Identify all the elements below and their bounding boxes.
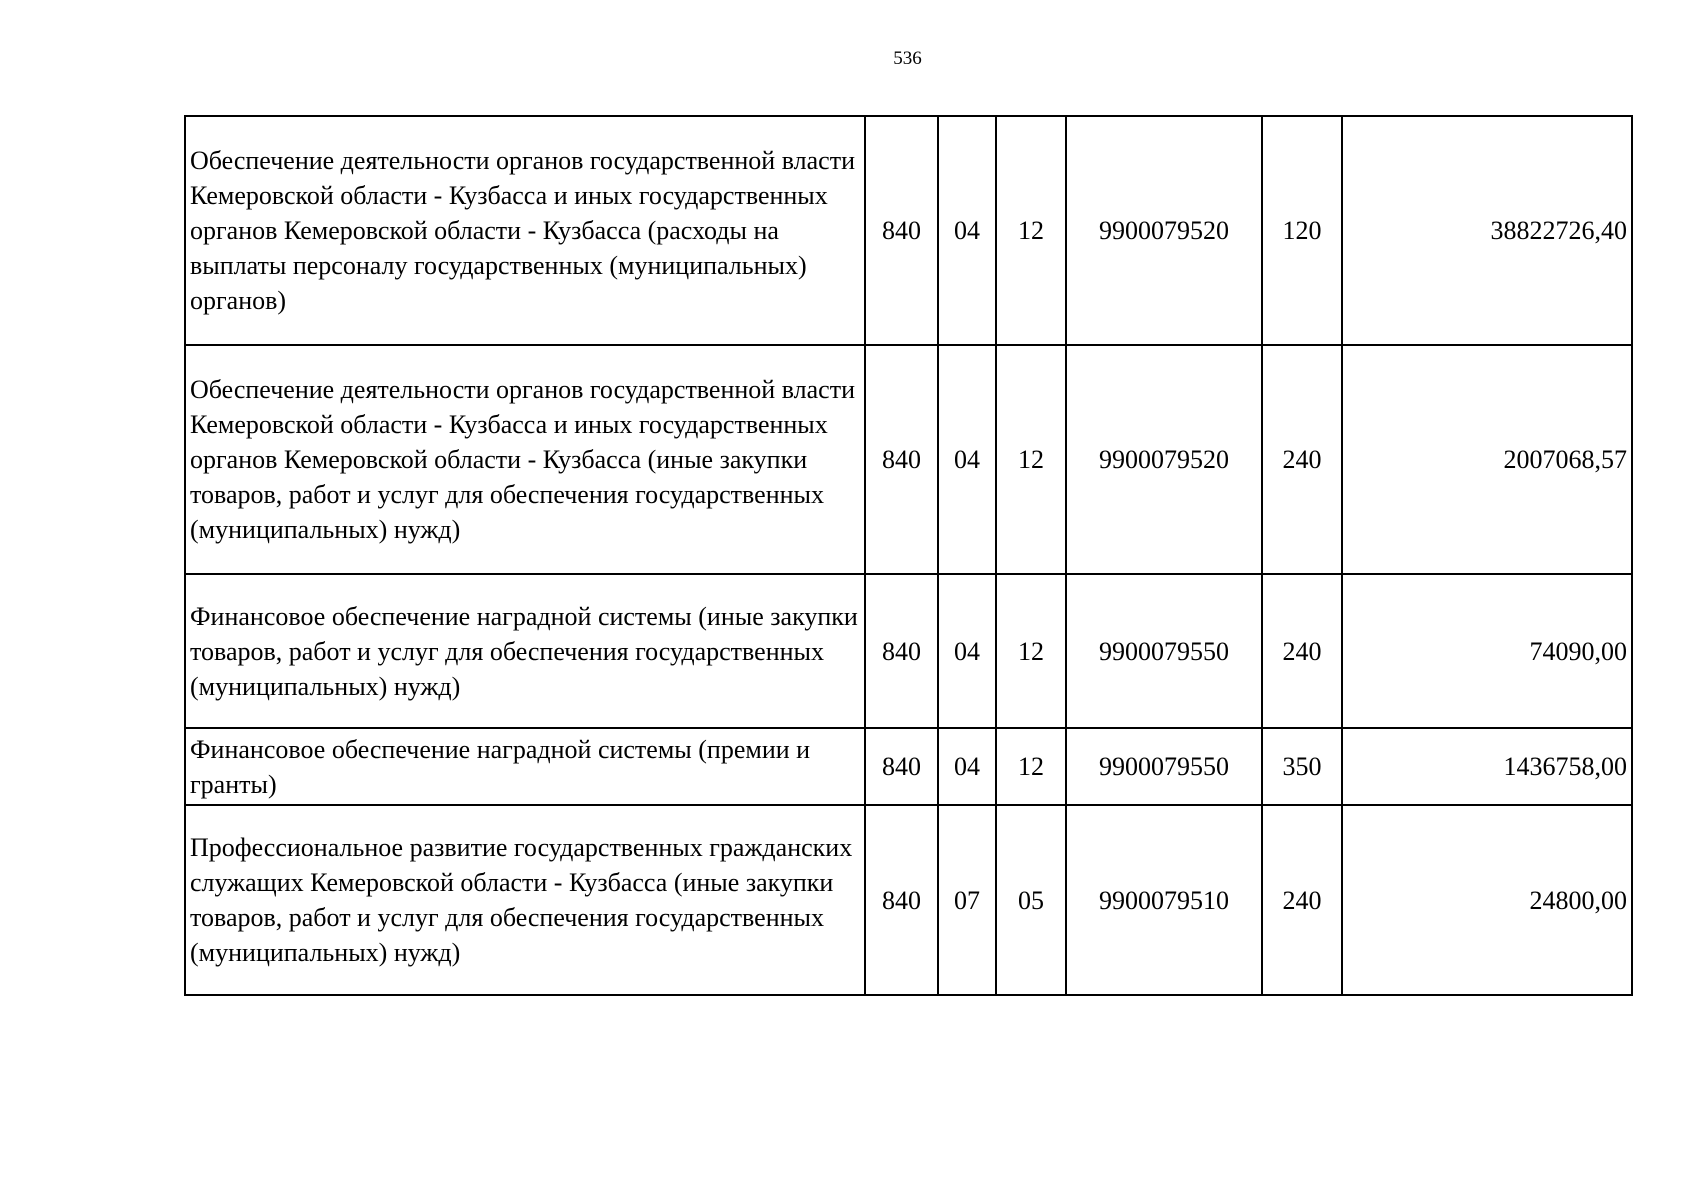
section-code: 04 (938, 728, 996, 805)
target-article-code: 9900079520 (1066, 345, 1262, 574)
expense-description: Финансовое обеспечение наградной системы (иные закупки товаров, работ и услуг для обеспечения государственных (муниципальных) нужд) (185, 574, 865, 728)
target-article-code: 9900079550 (1066, 574, 1262, 728)
section-code: 04 (938, 345, 996, 574)
expense-description: Обеспечение деятельности органов государственной власти Кемеровской области - Кузбасса и иных государственных органов Кемеровской области - Кузбасса (иные закупки товаров, работ и услуг для обеспечения государственных (муниципальных) нужд) (185, 345, 865, 574)
amount: 1436758,00 (1342, 728, 1632, 805)
expense-type-code: 240 (1262, 574, 1342, 728)
ministry-code: 840 (865, 574, 938, 728)
page-number: 536 (893, 48, 922, 69)
section-code: 04 (938, 116, 996, 345)
amount: 74090,00 (1342, 574, 1632, 728)
expense-type-code: 350 (1262, 728, 1342, 805)
ministry-code: 840 (865, 728, 938, 805)
table-row (185, 574, 1632, 728)
ministry-code: 840 (865, 345, 938, 574)
target-article-code: 9900079550 (1066, 728, 1262, 805)
section-code: 04 (938, 574, 996, 728)
target-article-code: 9900079520 (1066, 116, 1262, 345)
budget-table (184, 115, 1633, 996)
ministry-code: 840 (865, 805, 938, 995)
subsection-code: 12 (996, 574, 1066, 728)
table-row (185, 728, 1632, 805)
amount: 24800,00 (1342, 805, 1632, 995)
table-row (185, 805, 1632, 995)
expense-description: Финансовое обеспечение наградной системы (премии и гранты) (185, 728, 865, 805)
amount: 38822726,40 (1342, 116, 1632, 345)
amount: 2007068,57 (1342, 345, 1632, 574)
subsection-code: 05 (996, 805, 1066, 995)
ministry-code: 840 (865, 116, 938, 345)
expense-description: Профессиональное развитие государственных гражданских служащих Кемеровской области - Кузбасса (иные закупки товаров, работ и услуг для обеспечения государственных (муниципальных) нужд) (185, 805, 865, 995)
expense-type-code: 240 (1262, 805, 1342, 995)
expense-type-code: 120 (1262, 116, 1342, 345)
expense-type-code: 240 (1262, 345, 1342, 574)
subsection-code: 12 (996, 728, 1066, 805)
table-row (185, 345, 1632, 574)
section-code: 07 (938, 805, 996, 995)
subsection-code: 12 (996, 116, 1066, 345)
subsection-code: 12 (996, 345, 1066, 574)
target-article-code: 9900079510 (1066, 805, 1262, 995)
expense-description: Обеспечение деятельности органов государственной власти Кемеровской области - Кузбасса и иных государственных органов Кемеровской области - Кузбасса (расходы на выплаты персоналу государственных (муниципальных) органов) (185, 116, 865, 345)
table-row (185, 116, 1632, 345)
